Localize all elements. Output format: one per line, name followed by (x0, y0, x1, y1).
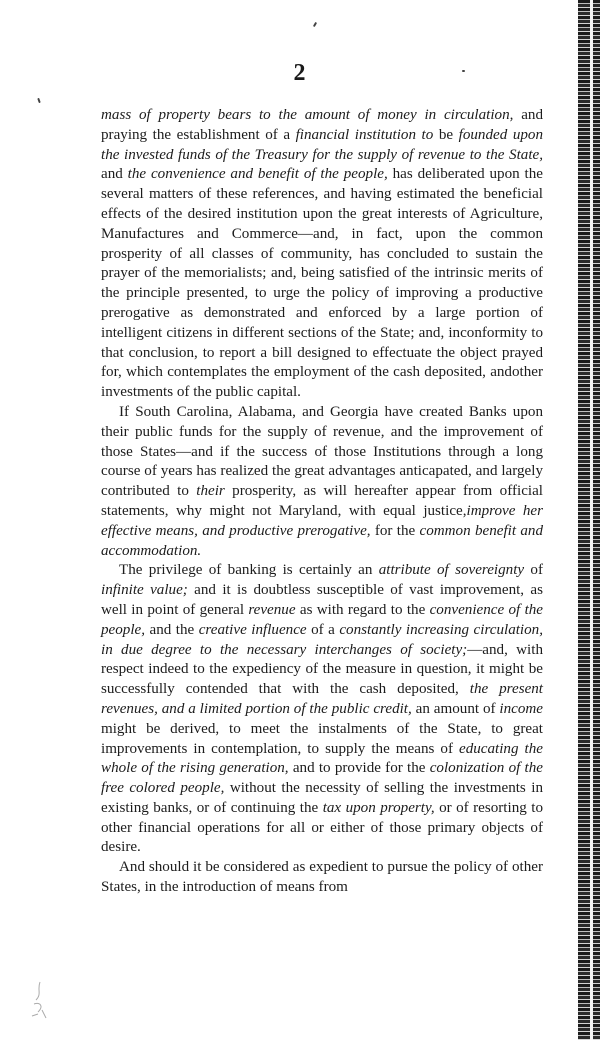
italic-text-run: financial institution to (295, 126, 434, 143)
text-run: for the (370, 522, 420, 539)
text-run: or of resorting to other financial operations for all or either of those primary objects of desire. (101, 799, 543, 856)
paragraph (101, 403, 543, 561)
italic-text-run: mass of property bears to the amount of money in circulation, (101, 107, 514, 123)
page-number: 2 (293, 60, 307, 86)
italic-text-run: income (499, 700, 543, 717)
text-run: and praying the establishment of a (101, 107, 543, 143)
text-run: of (524, 562, 543, 579)
text-run: and to provide for the (288, 760, 430, 777)
italic-text-run: founded upon the invested funds of the Treasury for the supply of revenue to the State, (101, 126, 544, 163)
text-run: The privilege of banking is certainly an (119, 562, 379, 579)
italic-text-run: the present revenues, and a limited portion of the public credit, (101, 681, 544, 717)
italic-text-run: common benefit and accommodation. (101, 522, 543, 559)
text-run: as with regard to the (295, 601, 430, 618)
paragraph (101, 106, 543, 403)
text-run: —and, with respect indeed to the expediency of the measure in question, it might be successfully contended that with the cash deposited, (101, 641, 543, 698)
paragraph (101, 561, 543, 858)
italic-text-run: tax upon property, (322, 799, 435, 816)
text-run: If South Carolina, Alabama, and Georgia have created Banks upon their public funds for the supply of revenue, and the improvement of those States—and if the success of those Institutions through a long course of years has realized the great advantages anticapated, and largely contributed to (101, 403, 543, 500)
text-run: and (101, 166, 128, 183)
pencil-annotation (28, 980, 52, 1020)
text-run: of a (306, 621, 340, 638)
text-run: and it is doubtless susceptible of vast improvement, as well in point of general (101, 582, 543, 618)
binding-edge-highlight (590, 0, 593, 1040)
italic-text-run: colonization of the free colored people, (101, 760, 543, 797)
paragraph (101, 858, 543, 898)
text-run: be (433, 126, 459, 143)
binding-edge (578, 0, 600, 1040)
italic-text-run: constantly increasing circulation, in due degree to the necessary interchanges of society; (101, 621, 543, 658)
italic-text-run: the convenience and benefit of the people, (127, 166, 388, 183)
text-run: has deliberated upon the several matters of these references, and having estimated the beneficial effects of the desired institution upon the great interests of Agriculture, Manufactures and Commerce—and, in fact, upon the common prosperity of all classes of community, has concluded to sustain the prayer of the memorialists; and, being satisfied of the intrinsic merits of the principle presented, to urge the policy of improving a productive prerogative as demonstrated and enforced by a large portion of intelligent citizens in different sections of the State; and, inconformity to that conclusion, to report a bill designed to effectuate the object prayed for, which contemplates the employment of the cash deposited, andother investments of the public capital. (101, 166, 543, 401)
text-run: an amount of (411, 700, 500, 717)
ink-speck (313, 22, 317, 27)
italic-text-run: improve her effective means, and productive prerogative, (101, 502, 543, 539)
italic-text-run: their (196, 483, 225, 500)
text-run: might be derived, to meet the instalments of the State, to great improvements in contemplation, to supply the means of (101, 720, 543, 757)
italic-text-run: attribute of sovereignty (378, 562, 525, 579)
italic-text-run: convenience of the people, (101, 601, 544, 638)
body-text (101, 106, 543, 898)
text-run: without the necessity of selling the investments in existing banks, or of continuing the (101, 780, 543, 816)
ink-speck (37, 98, 41, 103)
italic-text-run: educating the whole of the rising generation, (101, 740, 543, 777)
text-run: prosperity, as will hereafter appear from official statements, why might not Maryland, with equal justice, (101, 483, 543, 519)
italic-text-run: revenue (248, 601, 296, 618)
italic-text-run: infinite value; (101, 582, 188, 599)
text-run: and the (145, 621, 199, 638)
text-run: And should it be considered as expedient to pursue the policy of other States, in the introduction of means from (101, 859, 543, 896)
italic-text-run: creative influence (198, 621, 307, 638)
